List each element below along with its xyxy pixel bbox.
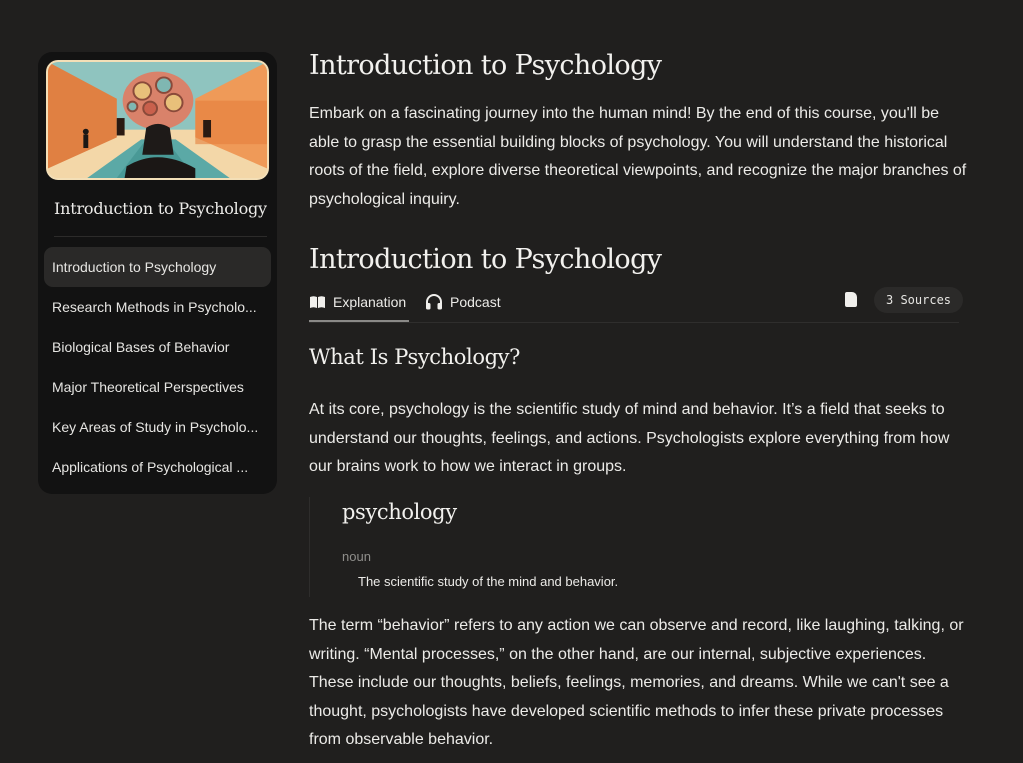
tab-podcast[interactable] bbox=[425, 284, 501, 320]
paragraph-1: At its core, psychology is the scientific study of mind and behavior. It’s a field that seeks to understand our thoughts, feelings, and actions. Psychologists explore everything from how our brains work to how we interact in groups. bbox=[309, 401, 950, 476]
definition-part-of-speech: noun bbox=[342, 549, 371, 564]
sidebar-item-applications[interactable]: Applications of Psychological ... bbox=[52, 459, 249, 475]
sidebar-course-title: Introduction to Psychology bbox=[54, 199, 267, 218]
sidebar-nav bbox=[44, 247, 271, 487]
definition-text: The scientific study of the mind and behavior. bbox=[358, 574, 619, 589]
sources-button[interactable]: 3 Sources bbox=[874, 287, 963, 313]
book-icon bbox=[309, 295, 326, 309]
section-title: Introduction to Psychology bbox=[309, 244, 662, 275]
tab-explanation[interactable] bbox=[309, 284, 409, 322]
page-title: Introduction to Psychology bbox=[309, 50, 662, 81]
sidebar-item-biological-bases[interactable]: Biological Bases of Behavior bbox=[52, 339, 230, 355]
sidebar-divider bbox=[54, 236, 267, 237]
course-intro: Embark on a fascinating journey into the human mind! By the end of this course, you'll be able to grasp the essential building blocks of psychology. You will understand the historical roots of the field, explore diverse theoretical viewpoints, and recognize the major branches of psychological inquiry. bbox=[309, 105, 967, 208]
content-tabs bbox=[309, 284, 959, 323]
definition-card bbox=[309, 497, 960, 597]
sidebar-item-research-methods[interactable]: Research Methods in Psycholo... bbox=[52, 299, 257, 315]
course-cover-image bbox=[46, 60, 269, 180]
definition-term: psychology bbox=[342, 500, 457, 524]
course-sidebar bbox=[38, 52, 277, 494]
sidebar-item-introduction[interactable]: Introduction to Psychology bbox=[44, 247, 271, 287]
paragraph-2: The term “behavior” refers to any action we can observe and record, like laughing, talking, or writing. “Mental processes,” on the other hand, are our internal, subjective experiences. These include our thoughts, beliefs, feelings, memories, and dreams. While we can't see a thought, psychologists have developed scientific methods to infer these private processes from observable behavior. bbox=[309, 617, 964, 749]
sidebar-item-key-areas[interactable]: Key Areas of Study in Psycholo... bbox=[52, 419, 259, 435]
document-icon[interactable] bbox=[845, 292, 857, 307]
sidebar-item-theoretical-perspectives[interactable]: Major Theoretical Perspectives bbox=[52, 379, 244, 395]
tab-explanation-label: Explanation bbox=[333, 294, 407, 310]
tab-podcast-label: Podcast bbox=[450, 294, 501, 310]
headphones-icon bbox=[425, 294, 443, 310]
section-heading: What Is Psychology? bbox=[309, 345, 520, 369]
